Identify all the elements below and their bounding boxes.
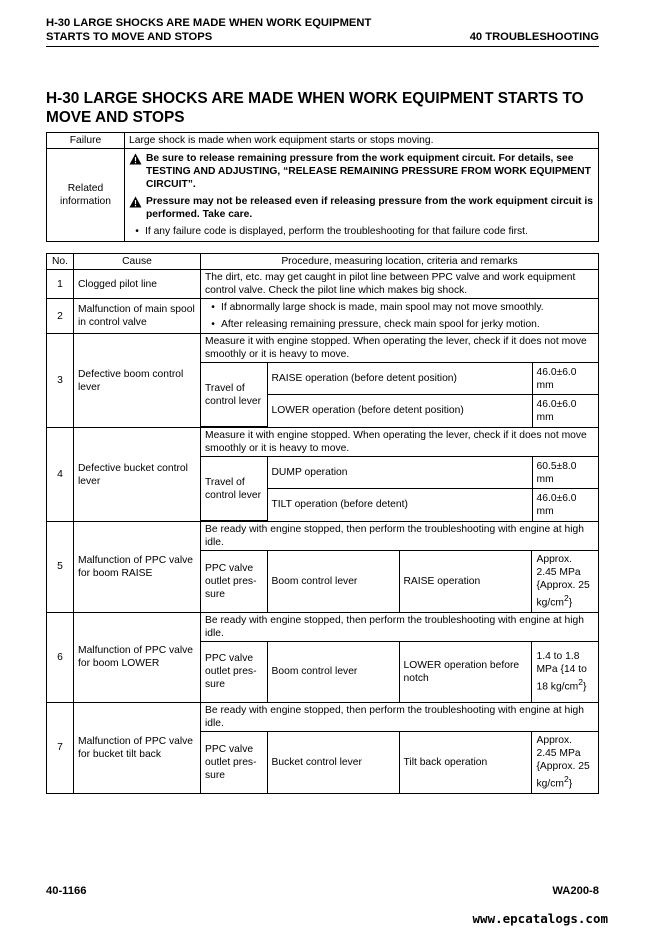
row-number: 2 (47, 299, 74, 334)
list-item: • If abnormally large shock is made, main spool may not move smoothly. (205, 301, 594, 314)
table-header-row (47, 254, 599, 270)
related-info-content (125, 149, 599, 242)
table-row (47, 299, 599, 334)
table-row (47, 612, 599, 703)
criteria-value: 46.0±6.0 mm (532, 489, 598, 521)
lever-label: Boom control lever (267, 551, 399, 612)
measurement-table (201, 428, 598, 521)
watermark-url: www.epcatalogs.com (472, 911, 608, 926)
related-label-line-2: information (60, 196, 111, 207)
row-procedure: The dirt, etc. may get caught in pilot line between PPC valve and work equipment control valve. Check the pilot line which makes big shock. (201, 270, 599, 299)
running-header (46, 16, 371, 44)
running-header-line-1: H-30 LARGE SHOCKS ARE MADE WHEN WORK EQUIPMENT (46, 17, 372, 29)
header-cause: Cause (74, 254, 201, 270)
row-number: 4 (47, 428, 74, 522)
failure-text: Large shock is made when work equipment starts or stops moving. (125, 133, 599, 149)
measurement-table (201, 613, 598, 703)
table-row (47, 522, 599, 613)
bullet-icon: • (211, 319, 215, 330)
section-header: 40 TROUBLESHOOTING (469, 31, 599, 43)
table-row (47, 428, 599, 522)
row-number: 6 (47, 612, 74, 703)
warning-triangle-icon (129, 196, 142, 212)
page-title-line-2: MOVE AND STOPS (46, 108, 185, 126)
procedure-intro: Be ready with engine stopped, then perform the troubleshooting with engine at high idle. (201, 522, 598, 551)
row-cause: Malfunction of PPC valve for boom RAISE (74, 522, 201, 613)
measure-label: PPC valve outlet pres-sure (201, 732, 267, 793)
criteria-value: Approx. 2.45 MPa {Approx. 25 $kg/cm^2$} (532, 732, 598, 793)
measurement-table (201, 334, 598, 427)
lever-label: Bucket control lever (267, 732, 399, 793)
criteria-value: 46.0±6.0 mm (532, 395, 598, 427)
warning-1 (129, 152, 594, 191)
note-item (129, 225, 594, 238)
list-item: • After releasing remaining pressure, check main spool for jerky motion. (205, 318, 594, 331)
procedure-intro: Be ready with engine stopped, then perform the troubleshooting with engine at high idle. (201, 613, 598, 642)
note-text: If any failure code is displayed, perform the troubleshooting for that failure code first. (145, 226, 528, 237)
running-header-line-2: STARTS TO MOVE AND STOPS (46, 31, 213, 43)
operation-label: LOWER operation before notch (399, 641, 532, 702)
header-procedure: Procedure, measuring location, criteria and remarks (201, 254, 599, 270)
criteria-value: 1.4 to 1.8 MPa {14 to 18 $kg/cm^2$} (532, 641, 598, 702)
measurement-table (201, 703, 598, 793)
row-procedure (201, 703, 599, 794)
row-number: 3 (47, 334, 74, 428)
operation-label: RAISE operation (399, 551, 532, 612)
table-row (47, 334, 599, 428)
measure-label: Travel of control lever (201, 457, 267, 521)
page-number: 40-1166 (46, 885, 87, 897)
page-title (46, 90, 606, 127)
procedure-intro: Measure it with engine stopped. When operating the lever, check if it does not move smoothly or it is heavy to move. (201, 428, 598, 457)
row-cause: Defective bucket control lever (74, 428, 201, 522)
criteria-value: Approx. 2.45 MPa {Approx. 25 $kg/cm^2$} (532, 551, 598, 612)
row-procedure (201, 299, 599, 334)
procedure-intro: Be ready with engine stopped, then perform the troubleshooting with engine at high idle. (201, 703, 598, 732)
related-info-label (47, 149, 125, 242)
failure-info-table (46, 132, 599, 242)
row-procedure (201, 428, 599, 522)
warning-1-text: Be sure to release remaining pressure from the work equipment circuit. For details, see TESTING AND ADJUSTING, “RELEASE REMAINING PRESSURE FROM WORK EQUIPMENT CIRCUIT”. (146, 153, 591, 190)
row-procedure (201, 334, 599, 428)
row-number: 1 (47, 270, 74, 299)
measure-label: Travel of control lever (201, 363, 267, 427)
row-procedure (201, 522, 599, 613)
operation-label: TILT operation (before detent) (267, 489, 532, 521)
procedure-intro: Measure it with engine stopped. When operating the lever, check if it does not move smoothly or it is heavy to move. (201, 334, 598, 363)
operation-label: LOWER operation (before detent position) (267, 395, 532, 427)
page-title-line-1: H-30 LARGE SHOCKS ARE MADE WHEN WORK EQUIPMENT STARTS TO (46, 90, 584, 107)
model-name: WA200-8 (552, 885, 599, 897)
bullet-icon: • (135, 226, 139, 237)
measure-label: PPC valve outlet pres-sure (201, 551, 267, 612)
operation-label: RAISE operation (before detent position) (267, 363, 532, 395)
warning-triangle-icon (129, 153, 142, 169)
row-cause: Malfunction of main spool in control valve (74, 299, 201, 334)
row-cause: Malfunction of PPC valve for boom LOWER (74, 612, 201, 703)
bullet-icon: • (211, 302, 215, 313)
header-rule (46, 46, 599, 47)
criteria-value: 46.0±6.0 mm (532, 363, 598, 395)
row-procedure (201, 612, 599, 703)
measure-label: PPC valve outlet pres-sure (201, 641, 267, 702)
row-number: 7 (47, 703, 74, 794)
table-row (47, 703, 599, 794)
operation-label: DUMP operation (267, 457, 532, 489)
row-cause: Malfunction of PPC valve for bucket tilt back (74, 703, 201, 794)
lever-label: Boom control lever (267, 641, 399, 702)
operation-label: Tilt back operation (399, 732, 532, 793)
criteria-value: 60.5±8.0 mm (532, 457, 598, 489)
troubleshooting-table (46, 253, 599, 794)
row-number: 5 (47, 522, 74, 613)
warning-2-text: Pressure may not be released even if releasing pressure from the work equipment circuit is performed. Take care. (146, 196, 593, 220)
related-label-line-1: Related (67, 183, 104, 194)
row-cause: Defective boom control lever (74, 334, 201, 428)
header-no: No. (47, 254, 74, 270)
row-cause: Clogged pilot line (74, 270, 201, 299)
warning-2 (129, 195, 594, 221)
measurement-table (201, 522, 598, 612)
failure-label: Failure (47, 133, 125, 149)
table-row (47, 270, 599, 299)
